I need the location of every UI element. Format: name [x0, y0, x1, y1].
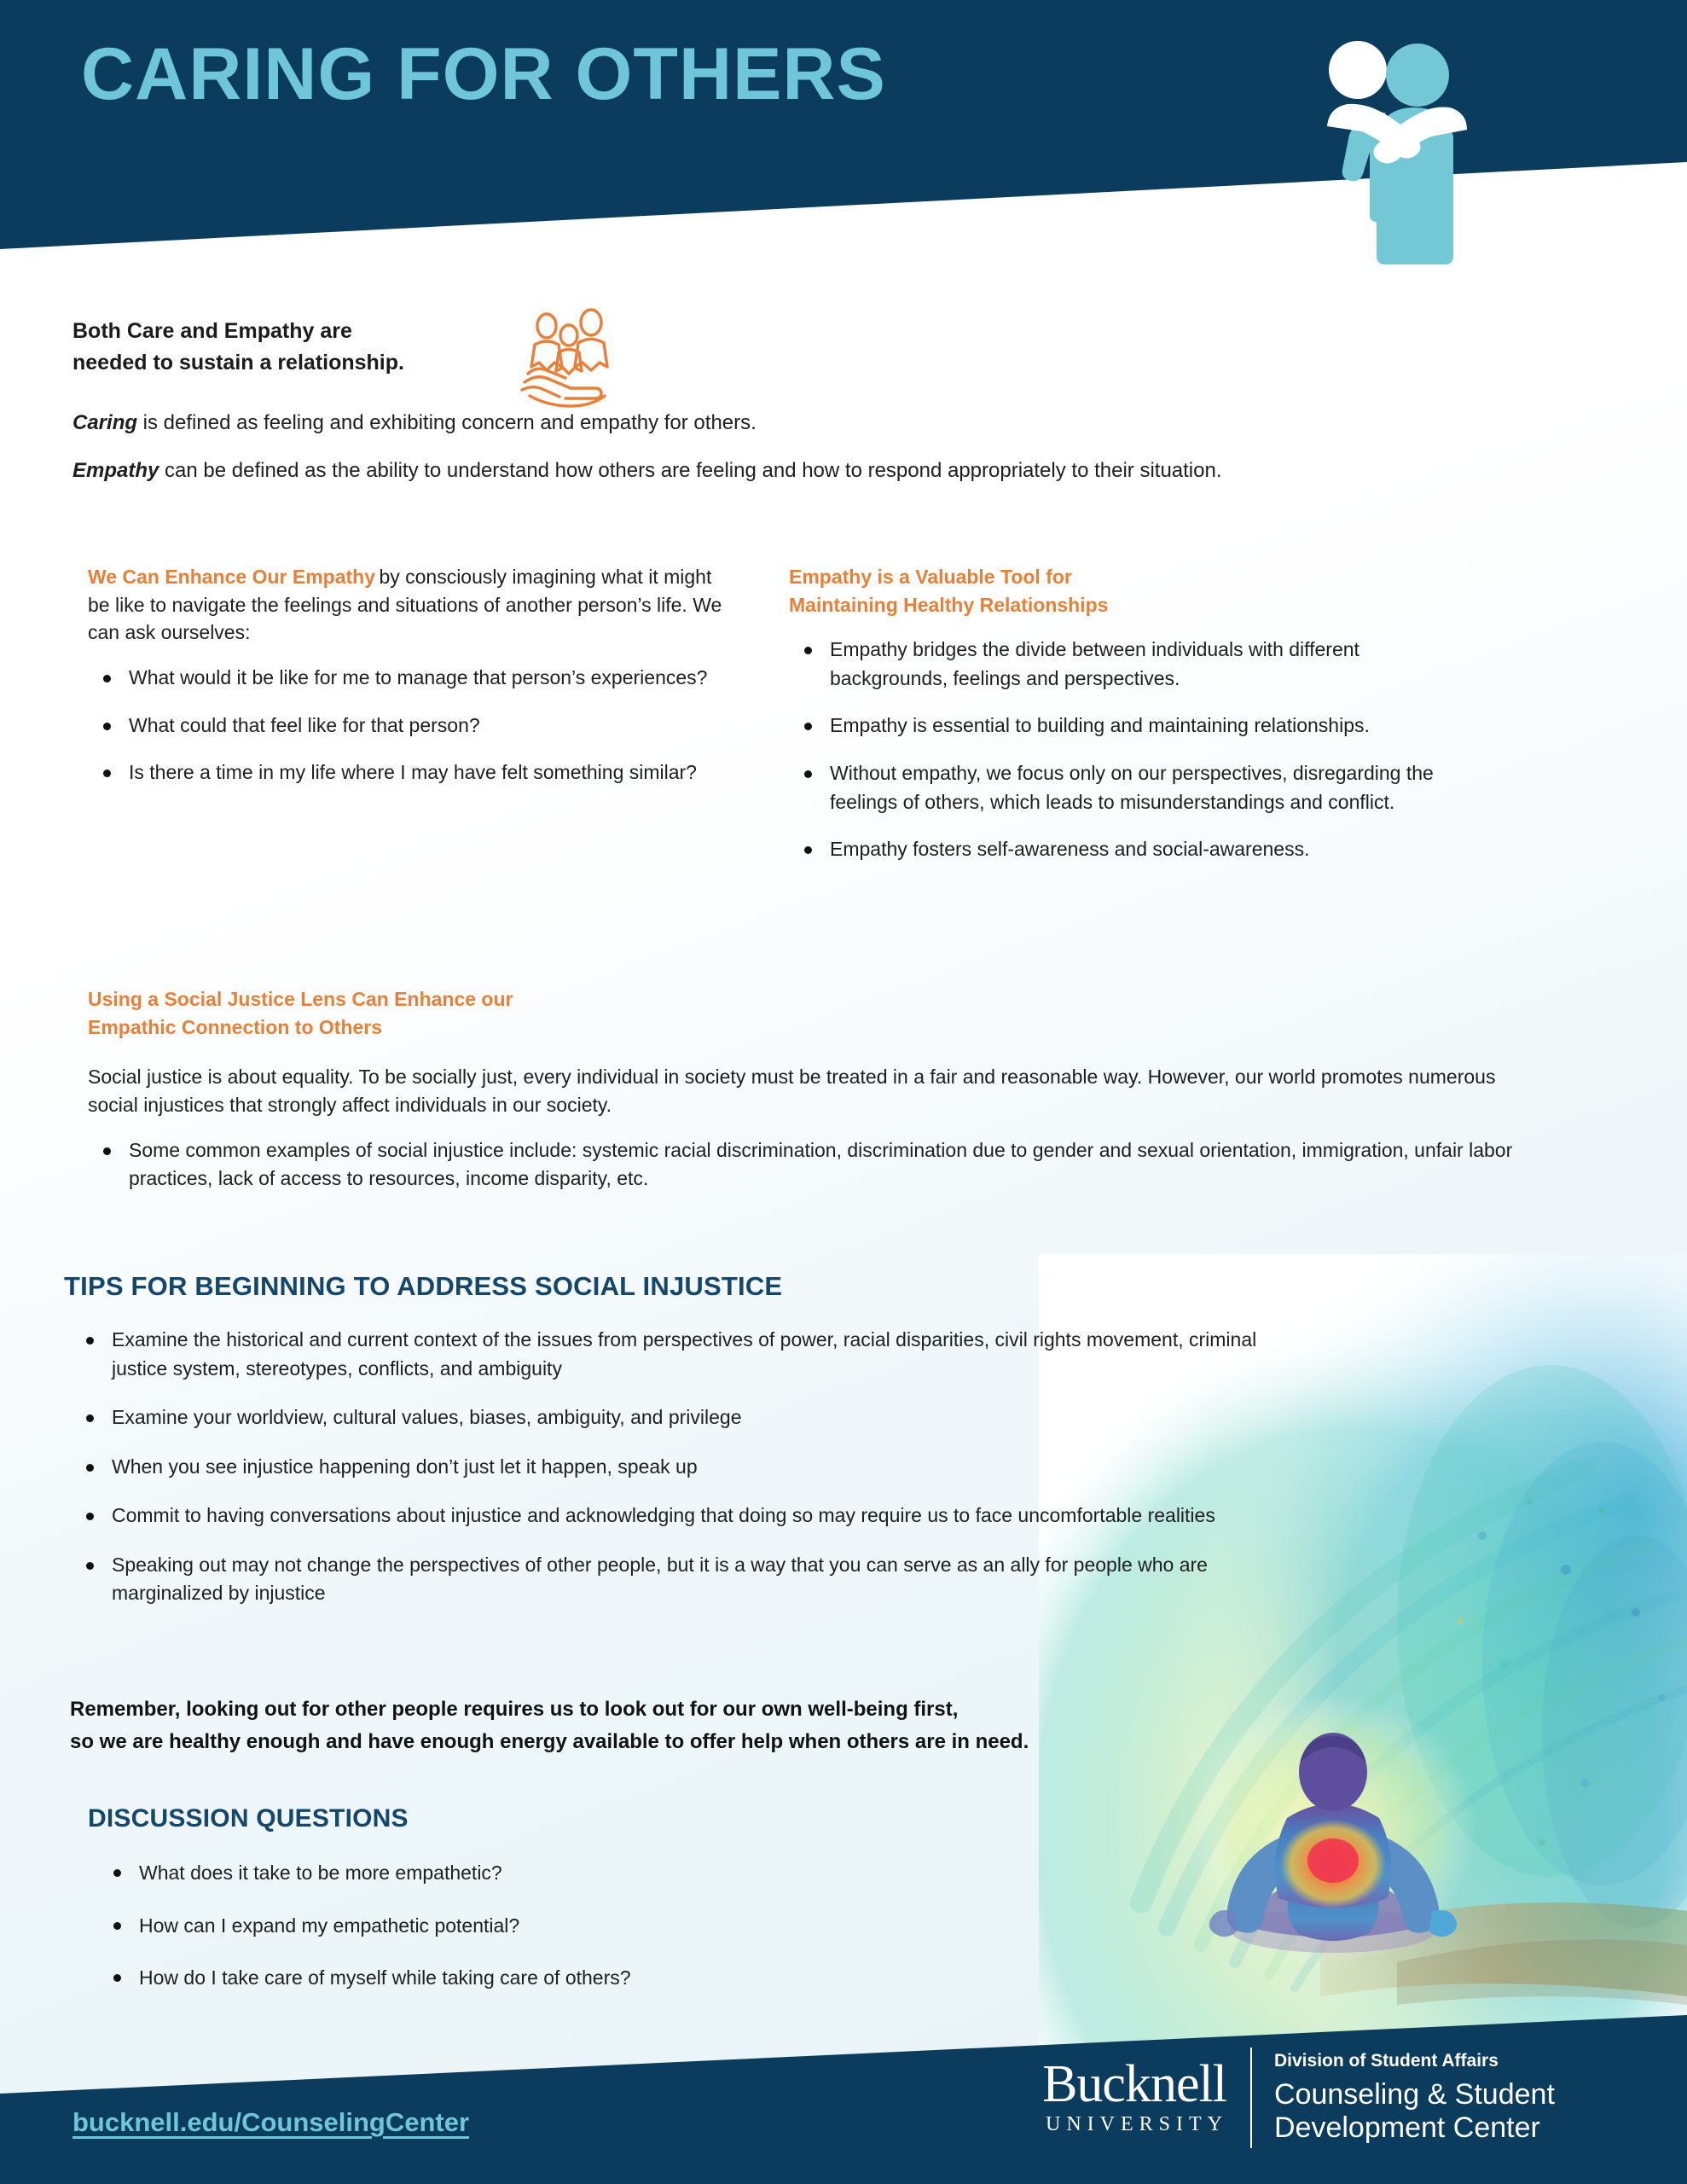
discussion-list [88, 1859, 1026, 1993]
valuable-tool-list [789, 636, 1471, 863]
valuable-tool-heading-line1: Empathy is a Valuable Tool for [789, 566, 1072, 588]
social-justice-heading-line1: Using a Social Justice Lens Can Enhance our [88, 988, 513, 1010]
tips-list [64, 1326, 1258, 1608]
social-justice-list [88, 1136, 1538, 1194]
list-item: Empathy fosters self-awareness and social-awareness. [789, 835, 1471, 864]
definition-empathy-text: can be defined as the ability to understand how others are feeling and how to respond appropriately to their situation. [159, 459, 1222, 482]
remember-callout [70, 1693, 1332, 1759]
list-item: What does it take to be more empathetic? [88, 1859, 1026, 1888]
discussion-questions-section [88, 1804, 1026, 2017]
list-item: Examine the historical and current context of the issues from perspectives of power, racial disparities, civil rights movement, criminal justice system, stereotypes, conflicts, and ambiguity [64, 1326, 1258, 1383]
intro-lead-line1: Both Care and Empathy are [72, 319, 352, 343]
counseling-center-url-link[interactable]: bucknell.edu/CounselingCenter [72, 2107, 470, 2137]
unit-name-line1: Counseling & Student [1274, 2077, 1555, 2111]
intro-lead-line2: needed to sustain a relationship. [72, 351, 404, 375]
division-label: Division of Student Affairs [1274, 2050, 1499, 2071]
list-item: Commit to having conversations about injustice and acknowledging that doing so may require us to face uncomfortable realities [64, 1502, 1258, 1531]
valuable-tool-heading-line2: Maintaining Healthy Relationships [789, 593, 1109, 616]
column-valuable-tool [789, 563, 1471, 883]
definition-empathy-term: Empathy [72, 459, 159, 482]
discussion-heading: DISCUSSION QUESTIONS [88, 1804, 409, 1833]
logo-divider [1250, 2048, 1252, 2148]
list-item: When you see injustice happening don’t just let it happen, speak up [64, 1453, 1258, 1482]
list-item: How can I expand my empathetic potential? [88, 1912, 1026, 1941]
page-title: CARING FOR OTHERS [81, 33, 886, 115]
list-item: Some common examples of social injustice include: systemic racial discrimination, discrimination due to gender and sexual orientation, immigration, unfair labor practices, lack of access to resources, income disparity, etc. [88, 1136, 1538, 1194]
list-item: Empathy is essential to building and maintaining relationships. [789, 712, 1471, 741]
bucknell-university-word: UNIVERSITY [1046, 2113, 1228, 2136]
definition-caring-term: Caring [72, 411, 138, 434]
intro-block [72, 316, 1522, 486]
intro-lead [72, 316, 516, 379]
list-item: Without empathy, we focus only on our perspectives, disregarding the feelings of others, which leads to misunderstandings and conflict. [789, 759, 1471, 816]
two-people-embracing-icon [1313, 34, 1475, 264]
enhance-empathy-heading-text: We Can Enhance Our Empathy [88, 566, 375, 588]
list-item: How do I take care of myself while taking care of others? [88, 1964, 1026, 1993]
list-item: Is there a time in my life where I may have felt something similar? [88, 758, 736, 787]
enhance-empathy-list [88, 664, 736, 787]
definition-empathy [72, 456, 1522, 486]
people-in-hand-icon [516, 307, 623, 410]
list-item: What would it be like for me to manage that person’s experiences? [88, 664, 736, 693]
remember-line2: so we are healthy enough and have enough energy available to offer help when others are in need. [70, 1730, 1029, 1754]
list-item: Speaking out may not change the perspectives of other people, but it is a way that you can serve as an ally for people who are marginalized by injustice [64, 1551, 1258, 1608]
column-enhance-empathy [88, 563, 736, 806]
social-justice-section [88, 985, 1538, 1200]
enhance-empathy-intro: by consciously imagining what it might be like to navigate the feelings and situations of another person’s life. We can ask ourselves: [88, 566, 722, 644]
bucknell-logo [1041, 2048, 1555, 2148]
list-item: What could that feel like for that person? [88, 712, 736, 741]
tips-heading: TIPS FOR BEGINNING TO ADDRESS SOCIAL INJUSTICE [64, 1271, 783, 1301]
bucknell-wordmark [1041, 2054, 1250, 2137]
remember-line1: Remember, looking out for other people requires us to look out for our own well-being first, [70, 1698, 959, 1721]
list-item: Empathy bridges the divide between individuals with different backgrounds, feelings and perspectives. [789, 636, 1471, 693]
definition-caring-text: is defined as feeling and exhibiting concern and empathy for others. [137, 411, 757, 434]
bucknell-word: Bucknell [1042, 2054, 1226, 2113]
tips-section [64, 1271, 1258, 1629]
list-item: Examine your worldview, cultural values, biases, ambiguity, and privilege [64, 1403, 1258, 1432]
social-justice-paragraph: Social justice is about equality. To be socially just, every individual in society must be treated in a fair and reasonable way. However, our world promotes numerous social injustices that strongly affect individuals in our society. [88, 1066, 1496, 1116]
enhance-empathy-heading [88, 563, 736, 647]
unit-name-line2: Development Center [1274, 2111, 1540, 2144]
social-justice-heading-line2: Empathic Connection to Others [88, 1015, 383, 1038]
unit-lockup [1274, 2051, 1555, 2146]
definition-caring [72, 408, 1522, 439]
